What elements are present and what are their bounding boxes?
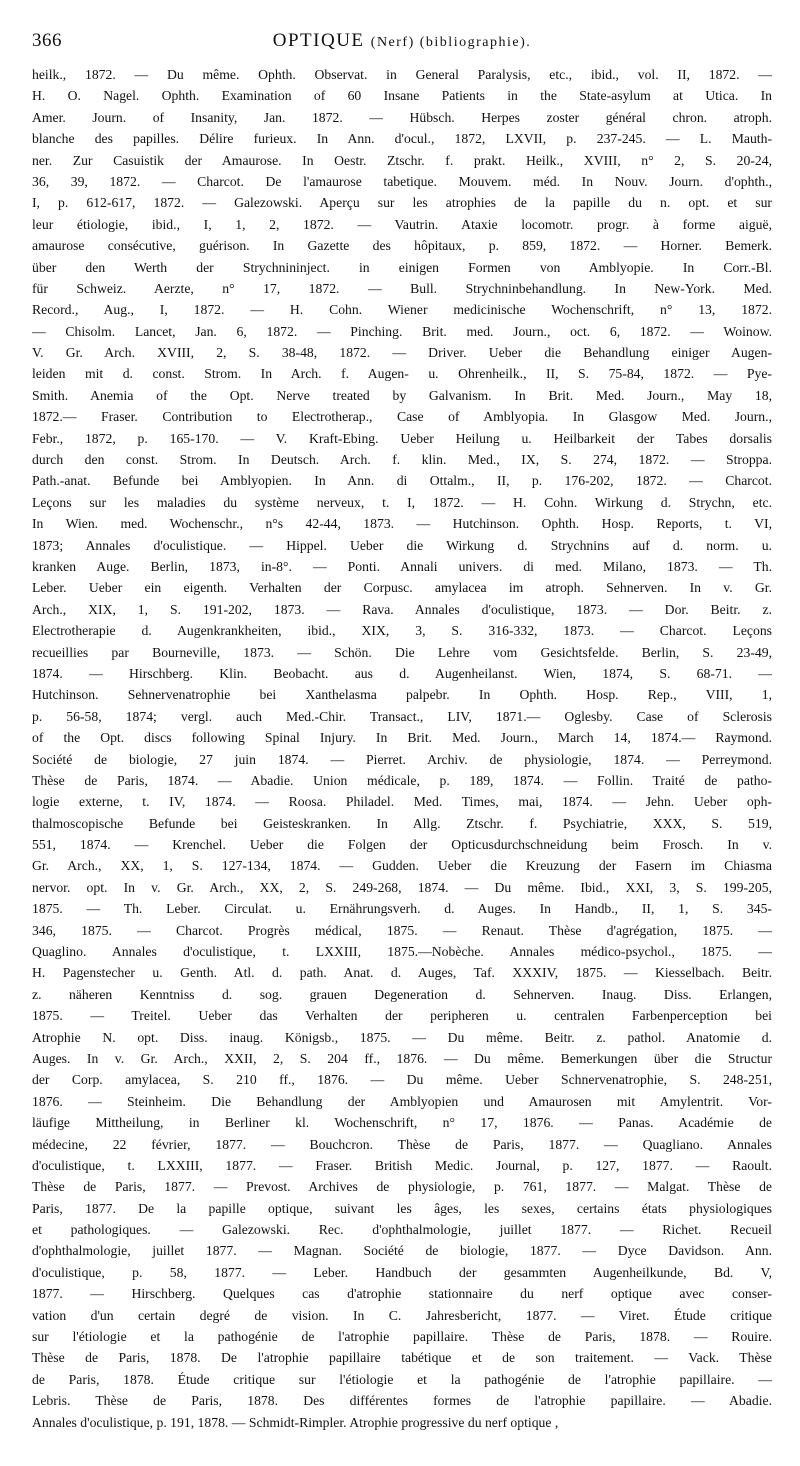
text-line: Atrophie N. opt. Diss. inaug. Königsb., 1875. — Du même. Beitr. z. pathol. Anatomie d. bbox=[32, 1029, 772, 1045]
page-number: 366 bbox=[32, 30, 62, 51]
text-line: läufige Mittheilung, in Berliner kl. Wochenschrift, n° 17, 1876. — Panas. Académie de bbox=[32, 1115, 772, 1131]
text-line: p. 56-58, 1874; vergl. auch Med.-Chir. Transact., LIV, 1871.— Oglesby. Case of Sclerosis bbox=[32, 708, 772, 724]
text-line: Thèse de Paris, 1874. — Abadie. Union médicale, p. 189, 1874. — Follin. Traité de patho- bbox=[32, 772, 772, 788]
text-line: d'ophthalmologie, juillet 1877. — Magnan. Société de biologie, 1877. — Dyce Davidson. Ann. bbox=[32, 1243, 772, 1259]
text-line: médecine, 22 février, 1877. — Bouchcron. Thèse de Paris, 1877. — Quagliano. Annales bbox=[32, 1136, 772, 1152]
text-line: über den Werth der Strychnininject. in einigen Formen von Amblyopie. In Corr.-Bl. bbox=[32, 259, 772, 275]
text-line: V. Gr. Arch. XVIII, 2, S. 38-48, 1872. — Driver. Ueber die Behandlung einiger Augen- bbox=[32, 345, 772, 361]
text-line: Electrotherapie d. Augenkrankheiten, ibid., XIX, 3, S. 316-332, 1873. — Charcot. Leçons bbox=[32, 623, 772, 639]
text-line: Lebris. Thèse de Paris, 1878. Des différentes formes de l'atrophie papillaire. — Abadie. bbox=[32, 1393, 772, 1409]
text-line: et pathologiques. — Galezowski. Rec. d'ophthalmologie, juillet 1877. — Richet. Recueil bbox=[32, 1222, 772, 1238]
text-line: Amer. Journ. of Insanity, Jan. 1872. — Hübsch. Herpes zoster général chron. atroph. bbox=[32, 109, 772, 125]
text-line: Thèse de Paris, 1877. — Prevost. Archives de physiologie, p. 761, 1877. — Malgat. Thèse de bbox=[32, 1179, 772, 1195]
text-line: Thèse de Paris, 1878. De l'atrophie papillaire tabétique et de son traitement. — Vack. Thèse bbox=[32, 1350, 772, 1366]
text-line: Record., Aug., I, 1872. — H. Cohn. Wiener medicinische Wochenschrift, n° 13, 1872. bbox=[32, 302, 772, 318]
text-line: Auges. In v. Gr. Arch., XXII, 2, S. 204 ff., 1876. — Du même. Bemerkungen über die Structur bbox=[32, 1050, 772, 1066]
text-line: logie externe, t. IV, 1874. — Roosa. Philadel. Med. Times, mai, 1874. — Jehn. Ueber oph- bbox=[32, 794, 772, 810]
text-line: Gr. Arch., XX, 1, S. 127-134, 1874. — Gudden. Ueber die Kreuzung der Fasern im Chiasma bbox=[32, 858, 772, 874]
text-line: 1876. — Steinheim. Die Behandlung der Amblyopien und Amaurosen mit Amylentrit. Vor- bbox=[32, 1093, 772, 1109]
text-line: Leber. Ueber ein eigenth. Verhalten der Corpusc. amylacea im atroph. Sehnerven. In v. Gr. bbox=[32, 580, 772, 596]
text-line: Path.-anat. Befunde bei Amblyopien. In Ann. di Ottalm., II, p. 176-202, 1872. — Charcot. bbox=[32, 473, 772, 489]
text-line: durch den const. Strom. In Deutsch. Arch. f. klin. Med., IX, S. 274, 1872. — Stroppa. bbox=[32, 452, 772, 468]
text-line: vation d'un certain degré de vision. In C. Jahresbericht, 1877. — Viret. Étude critique bbox=[32, 1307, 772, 1323]
text-line: Hutchinson. Sehnervenatrophie bei Xanthelasma palpebr. In Ophth. Hosp. Rep., VIII, 1, bbox=[32, 687, 772, 703]
text-line: 1874. — Hirschberg. Klin. Beobacht. aus d. Augenheilanst. Wien, 1874, S. 68-71. — bbox=[32, 665, 772, 681]
text-line: kranken Auge. Berlin, 1873, in-8°. — Ponti. Annali univers. di med. Milano, 1873. — Th. bbox=[32, 558, 772, 574]
text-line: Febr., 1872, p. 165-170. — V. Kraft-Ebing. Ueber Heilung u. Heilbarkeit der Tabes dorsalis bbox=[32, 430, 772, 446]
text-line: Paris, 1877. De la papille optique, suivant les âges, les sexes, certains états physiologiques bbox=[32, 1200, 772, 1216]
page-header bbox=[32, 30, 772, 56]
text-line: 346, 1875. — Charcot. Progrès médical, 1875. — Renaut. Thèse d'agrégation, 1875. — bbox=[32, 922, 772, 938]
text-line: thalmoscopische Befunde bei Geisteskranken. In Allg. Ztschr. f. Psychiatrie, XXX, S. 519, bbox=[32, 815, 772, 831]
text-line: z. näheren Kenntniss d. sog. grauen Degeneration d. Sehnerven. Inaug. Diss. Erlangen, bbox=[32, 986, 772, 1002]
text-line: heilk., 1872. — Du même. Ophth. Observat. in General Paralysis, etc., ibid., vol. II, 1872. — bbox=[32, 67, 772, 82]
text-line: der Corp. amylacea, S. 210 ff., 1876. — Du même. Ueber Schnervenatrophie, S. 248-251, bbox=[32, 1072, 772, 1088]
text-line: Quaglino. Annales d'oculistique, t. LXXIII, 1875.—Nobèche. Annales médico-psychol., 1875. — bbox=[32, 944, 772, 960]
text-line: für Schweiz. Aerzte, n° 17, 1872. — Bull. Strychninbehandlung. In New-York. Med. bbox=[32, 280, 772, 296]
text-line: H. O. Nagel. Ophth. Examination of 60 Insane Patients in the State-asylum at Utica. In bbox=[32, 88, 772, 104]
running-title-paren: (Nerf) (bibliographie). bbox=[370, 35, 532, 50]
text-line: amaurose consécutive, guérison. In Gazette des hôpitaux, p. 859, 1872. — Horner. Bemerk. bbox=[32, 238, 772, 254]
text-line: 36, 39, 1872. — Charcot. De l'amaurose tabetique. Mouvem. méd. In Nouv. Journ. d'ophth., bbox=[32, 173, 772, 189]
text-line: Smith. Anemia of the Opt. Nerve treated by Galvanism. In Brit. Med. Journ., May 18, bbox=[32, 387, 772, 403]
text-line: leur étiologie, ibid., I, 1, 2, 1872. — Vautrin. Ataxie locomotr. progr. à forme aiguë, bbox=[32, 216, 772, 232]
text-line: d'oculistique, p. 58, 1877. — Leber. Handbuch der gesammten Augenheilkunde, Bd. V, bbox=[32, 1264, 772, 1280]
text-line: d'oculistique, t. LXXIII, 1877. — Fraser. British Medic. Journal, p. 127, 1877. — Raoult. bbox=[32, 1157, 772, 1173]
text-line: recueillies par Bourneville, 1873. — Schön. Die Lehre vom Gesichtsfelde. Berlin, S. 23-49, bbox=[32, 644, 772, 660]
text-line: 551, 1874. — Krenchel. Ueber die Folgen der Opticusdurchschneidung beim Frosch. In v. bbox=[32, 837, 772, 853]
text-line: — Chisolm. Lancet, Jan. 6, 1872. — Pinching. Brit. med. Journ., oct. 6, 1872. — Woinow. bbox=[32, 323, 772, 339]
text-line: 1875. — Th. Leber. Circulat. u. Ernährungsverh. d. Auges. In Handb., II, 1, S. 345- bbox=[32, 901, 772, 917]
text-line: 1872.— Fraser. Contribution to Electrotherap., Case of Amblyopia. In Glasgow Med. Journ., bbox=[32, 409, 772, 425]
text-line: 1873; Annales d'oculistique. — Hippel. Ueber die Wirkung d. Strychnins auf d. norm. u. bbox=[32, 537, 772, 553]
running-title-main: OPTIQUE bbox=[272, 30, 365, 51]
text-line: 1877. — Hirschberg. Quelques cas d'atrophie stationnaire du nerf optique avec conser- bbox=[32, 1286, 772, 1302]
bibliography-text bbox=[32, 64, 772, 1433]
text-line: Arch., XIX, 1, S. 191-202, 1873. — Rava. Annales d'oculistique, 1873. — Dor. Beitr. z. bbox=[32, 601, 772, 617]
text-line: sur l'étiologie et la pathogénie de l'atrophie papillaire. Thèse de Paris, 1878. — Rouire. bbox=[32, 1329, 772, 1345]
text-line: H. Pagenstecher u. Genth. Atl. d. path. Anat. d. Auges, Taf. XXXIV, 1875. — Kiesselbach. Beitr. bbox=[32, 965, 772, 981]
text-line: 1875. — Treitel. Ueber das Verhalten der peripheren u. centralen Farbenperception bei bbox=[32, 1008, 772, 1024]
running-title bbox=[32, 30, 772, 52]
text-line: nervor. opt. In v. Gr. Arch., XX, 2, S. 249-268, 1874. — Du même. Ibid., XXI, 3, S. 199-205, bbox=[32, 879, 772, 895]
text-line: blanche des papilles. Délire furieux. In Ann. d'ocul., 1872, LXVII, p. 237-245. — L. Mauth- bbox=[32, 131, 772, 147]
text-line: Leçons sur les maladies du système nerveux, t. I, 1872. — H. Cohn. Wirkung d. Strychn, etc. bbox=[32, 494, 772, 510]
text-line: I, p. 612-617, 1872. — Galezowski. Aperçu sur les atrophies de la papille du n. opt. et sur bbox=[32, 195, 772, 211]
text-line: Société de biologie, 27 juin 1874. — Pierret. Archiv. de physiologie, 1874. — Perreymond. bbox=[32, 751, 772, 767]
text-line: In Wien. med. Wochenschr., n°s 42-44, 1873. — Hutchinson. Ophth. Hosp. Reports, t. VI, bbox=[32, 516, 772, 532]
text-line: Annales d'oculistique, p. 191, 1878. — Schmidt-Rimpler. Atrophie progressive du nerf optique , bbox=[32, 1414, 559, 1430]
text-line: ner. Zur Casuistik der Amaurose. In Oestr. Ztschr. f. prakt. Heilk., XVIII, n° 2, S. 20-24, bbox=[32, 152, 772, 168]
text-line: leiden mit d. const. Strom. In Arch. f. Augen- u. Ohrenheilk., II, S. 75-84, 1872. — Pye- bbox=[32, 366, 772, 382]
text-line: de Paris, 1878. Étude critique sur l'étiologie et la pathogénie de l'atrophie papillaire. — bbox=[32, 1371, 772, 1387]
text-line: of the Opt. discs following Spinal Injury. In Brit. Med. Journ., March 14, 1874.— Raymond. bbox=[32, 730, 772, 746]
